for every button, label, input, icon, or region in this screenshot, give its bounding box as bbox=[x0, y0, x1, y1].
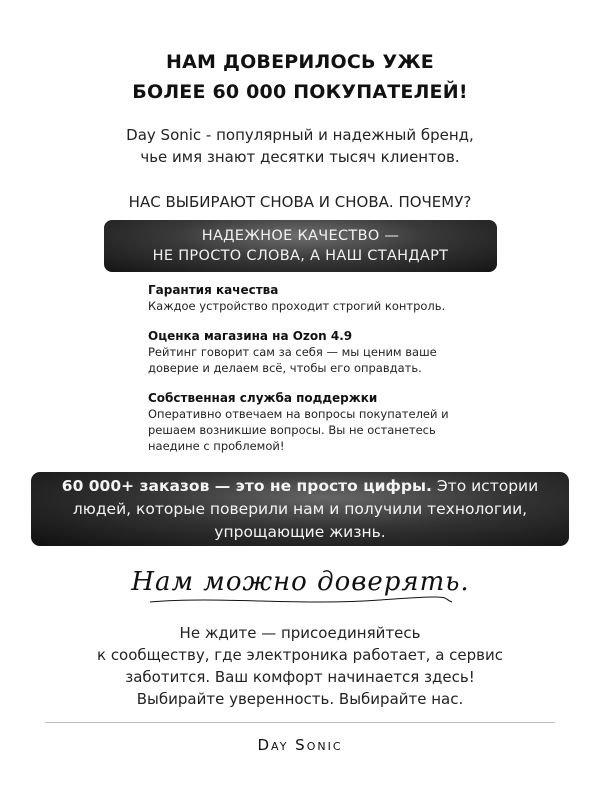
handwritten-signature: Нам можно доверять. bbox=[131, 567, 470, 597]
banner-line-3: упрощающие жизнь. bbox=[214, 522, 386, 541]
banner-line-1 bbox=[31, 475, 569, 498]
feature-line: Каждое устройство проходит строгий контроль. bbox=[148, 299, 446, 313]
feature-title: Оценка магазина на Ozon 4.9 bbox=[148, 329, 353, 343]
heading-line-1: НАМ ДОВЕРИЛОСЬ УЖЕ bbox=[166, 51, 434, 73]
signature-flourish bbox=[140, 594, 460, 608]
banner-highlight: 60 000+ заказов — это не просто цифры. bbox=[61, 476, 432, 495]
feature-line: доверие и делаем всё, чтобы его оправдать. bbox=[148, 361, 422, 375]
quality-badge bbox=[104, 220, 497, 272]
intro-line-2: чье имя знают десятки тысяч клиентов. bbox=[140, 148, 460, 166]
feature-item bbox=[148, 328, 508, 376]
banner-line-2: людей, которые поверили нам и получили технологии, bbox=[72, 499, 528, 518]
feature-line: Рейтинг говорит сам за себя — мы ценим ваше bbox=[148, 345, 437, 359]
intro-line-1: Day Sonic - популярный и надежный бренд, bbox=[126, 126, 474, 144]
features-list bbox=[148, 282, 508, 468]
footer-divider bbox=[45, 722, 555, 723]
brand-logo: Day Sonic bbox=[257, 736, 343, 754]
call-to-action bbox=[0, 622, 600, 710]
feature-description bbox=[148, 298, 508, 314]
page-heading bbox=[0, 47, 600, 107]
feature-description bbox=[148, 406, 508, 454]
feature-line: Оперативно отвечаем на вопросы покупателей и bbox=[148, 407, 449, 421]
feature-line: наедине с проблемой! bbox=[148, 439, 285, 453]
orders-banner bbox=[31, 472, 569, 546]
feature-line: решаем возникшие вопросы. Вы не останетесь bbox=[148, 423, 436, 437]
cta-line-1: Не ждите — присоединяйтесь bbox=[179, 624, 421, 642]
feature-title: Собственная служба поддержки bbox=[148, 391, 378, 405]
heading-line-2: БОЛЕЕ 60 000 ПОКУПАТЕЛЕЙ! bbox=[132, 81, 468, 103]
badge-line-1: НАДЕЖНОЕ КАЧЕСТВО — bbox=[201, 228, 400, 244]
cta-line-4: Выбирайте уверенность. Выбирайте нас. bbox=[136, 690, 464, 708]
intro-text bbox=[0, 124, 600, 168]
question-text: НАС ВЫБИРАЮТ СНОВА И СНОВА. ПОЧЕМУ? bbox=[128, 193, 472, 211]
feature-item bbox=[148, 390, 508, 454]
cta-line-3: заботится. Ваш комфорт начинается здесь! bbox=[125, 668, 475, 686]
feature-item bbox=[148, 282, 508, 314]
cta-line-2: к сообществу, где электроника работает, а сервис bbox=[96, 646, 503, 664]
feature-description bbox=[148, 344, 508, 376]
badge-line-2: НЕ ПРОСТО СЛОВА, А НАШ СТАНДАРТ bbox=[152, 248, 449, 264]
feature-title: Гарантия качества bbox=[148, 283, 279, 297]
banner-line-1-rest: Это истории bbox=[431, 476, 539, 495]
